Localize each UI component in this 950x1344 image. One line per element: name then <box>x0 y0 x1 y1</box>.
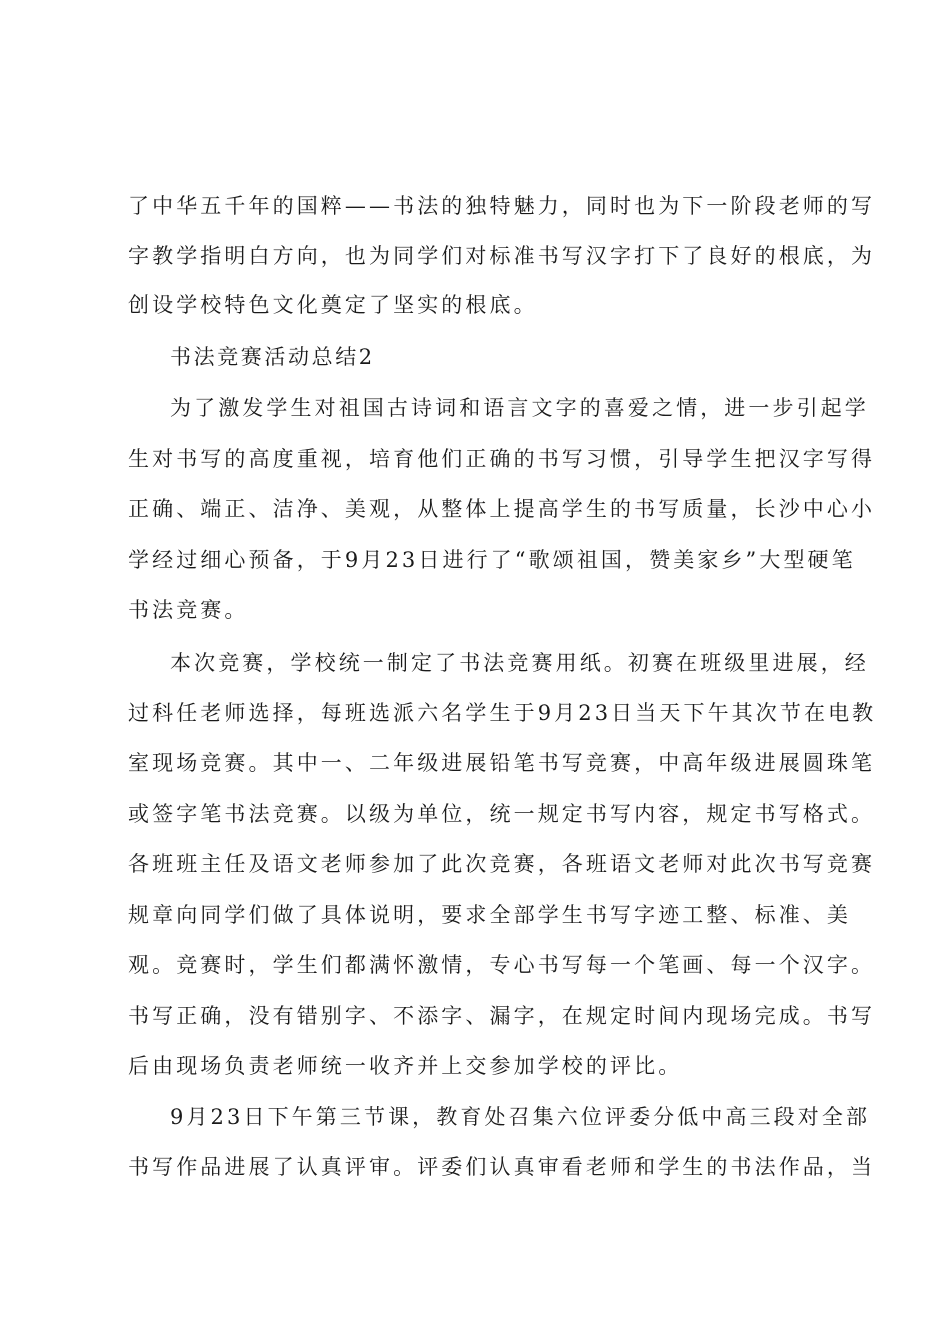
text-line: 书法竞赛。 <box>128 598 249 622</box>
text-line: 各班班主任及语文老师参加了此次竞赛，各班语文老师对此次书写竞赛 <box>128 852 876 876</box>
text-line: 了中华五千年的国粹——书法的独特魅力，同时也为下一阶段老师的写 <box>128 194 876 218</box>
text-line: 字教学指明白方向，也为同学们对标准书写汉字打下了良好的根底，为 <box>128 244 876 268</box>
text-line: 创设学校特色文化奠定了坚实的根底。 <box>128 293 538 317</box>
text-line: 本次竞赛，学校统一制定了书法竞赛用纸。初赛在班级里进展，经 <box>170 651 869 675</box>
text-line: 书写作品进展了认真评审。评委们认真审看老师和学生的书法作品，当 <box>128 1155 876 1179</box>
text-line: 书写正确，没有错别字、不添字、漏字，在规定时间内现场完成。书写 <box>128 1004 876 1028</box>
text-line: 正确、端正、洁净、美观，从整体上提高学生的书写质量，长沙中心小 <box>128 497 876 521</box>
text-line: 为了激发学生对祖国古诗词和语言文字的喜爱之情，进一步引起学 <box>170 396 869 420</box>
text-line: 观。竞赛时，学生们都满怀激情，专心书写每一个笔画、每一个汉字。 <box>128 953 876 977</box>
text-line: 过科任老师选择，每班选派六名学生于9月23日当天下午其次节在电教 <box>128 701 877 725</box>
text-line: 生对书写的高度重视，培育他们正确的书写习惯，引导学生把汉字写得 <box>128 447 876 471</box>
text-line: 学经过细心预备，于9月23日进行了“歌颂祖国，赞美家乡”大型硬笔 <box>128 548 856 572</box>
text-line: 后由现场负责老师统一收齐并上交参加学校的评比。 <box>128 1054 683 1078</box>
section-heading: 书法竞赛活动总结2 <box>170 345 375 369</box>
text-line: 室现场竞赛。其中一、二年级进展铅笔书写竞赛，中高年级进展圆珠笔 <box>128 751 876 775</box>
text-line: 或签字笔书法竞赛。以级为单位，统一规定书写内容，规定书写格式。 <box>128 802 876 826</box>
text-line: 9月23日下午第三节课，教育处召集六位评委分低中高三段对全部 <box>170 1105 871 1129</box>
text-line: 规章向同学们做了具体说明，要求全部学生书写字迹工整、标准、美 <box>128 903 851 927</box>
